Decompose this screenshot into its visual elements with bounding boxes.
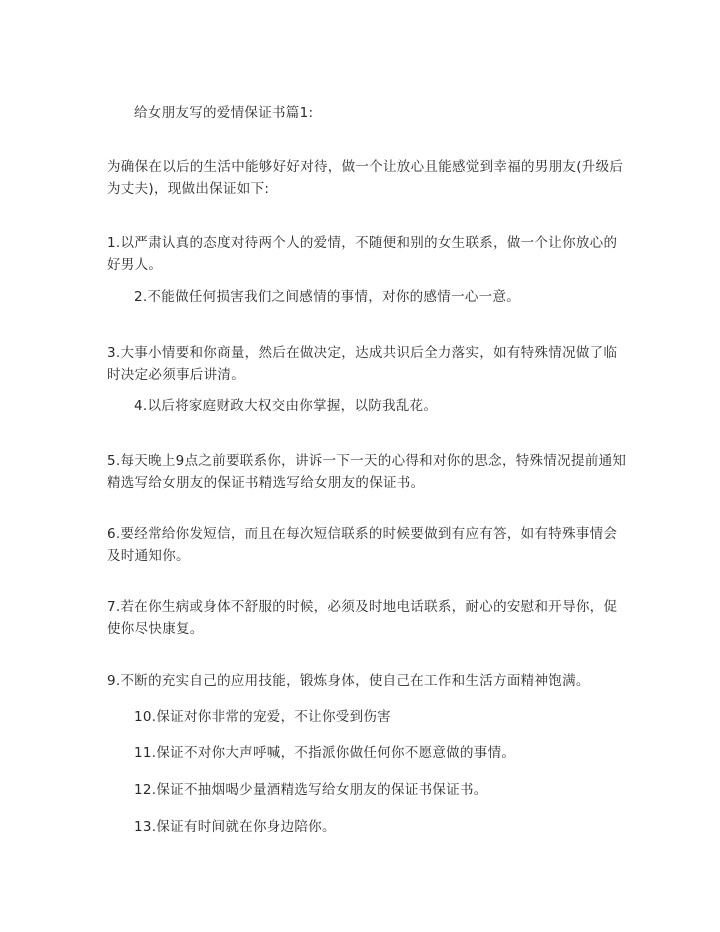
item-12: 12.保证不抽烟喝少量酒精选写给女朋友的保证书保证书。 xyxy=(134,782,488,798)
item-13: 13.保证有时间就在你身边陪你。 xyxy=(134,819,336,835)
intro-paragraph: 为确保在以后的生活中能够好好对待，做一个让放心且能感觉到幸福的男朋友(升级后为丈夫)，现做出保证如下: xyxy=(107,159,624,197)
item-6: 6.要经常给你发短信，而且在每次短信联系的时候要做到有应有答，如有特殊事情会及时通知你。 xyxy=(107,526,618,564)
item-7: 7.若在你生病或身体不舒服的时候，必须及时地电话联系，耐心的安慰和开导你，促使你尽快康复。 xyxy=(107,599,618,637)
item-2: 2.不能做任何损害我们之间感情的事情，对你的感情一心一意。 xyxy=(134,289,521,305)
item-1: 1.以严肃认真的态度对待两个人的爱情，不随便和别的女生联系，做一个让你放心的好男人。 xyxy=(107,235,618,273)
item-11: 11.保证不对你大声呼喊，不指派你做任何你不愿意做的事情。 xyxy=(134,745,516,761)
item-4: 4.以后将家庭财政大权交由你掌握，以防我乱花。 xyxy=(134,398,438,414)
document-title: 给女朋友写的爱情保证书篇1: xyxy=(134,105,314,121)
item-10: 10.保证对你非常的宠爱，不让你受到伤害 xyxy=(134,709,391,725)
item-3: 3.大事小情要和你商量，然后在做决定，达成共识后全力落实，如有特殊情况做了临时决定必须事后讲清。 xyxy=(107,345,618,383)
item-9: 9.不断的充实自己的应用技能，锻炼身体，使自己在工作和生活方面精神饱满。 xyxy=(107,673,590,689)
item-5: 5.每天晚上9点之前要联系你，讲诉一下一天的心得和对你的思念，特殊情况提前通知精选写给女朋友的保证书精选写给女朋友的保证书。 xyxy=(107,453,627,491)
